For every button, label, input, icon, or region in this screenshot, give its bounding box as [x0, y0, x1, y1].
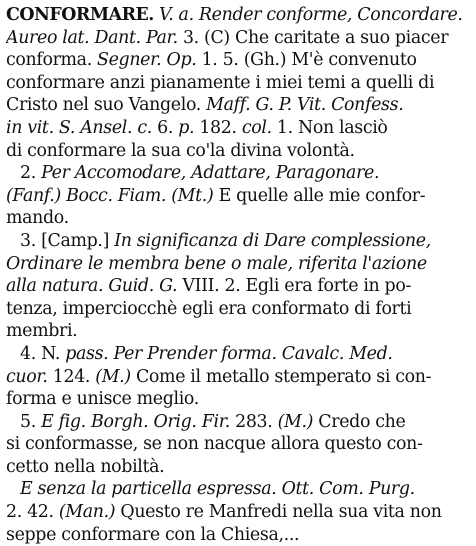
entry-text: di conformare la sua co'la divina volontà. — [6, 140, 355, 161]
dictionary-entry — [6, 4, 472, 546]
entry-text: 5. — [20, 411, 42, 432]
entry-text: si conformasse, se non nacque allora questo con- — [6, 434, 423, 455]
entry-text: 4. N. — [20, 343, 66, 364]
entry-text: seppe conformare con la Chiesa,... — [6, 524, 300, 545]
entry-line — [6, 388, 472, 411]
entry-text: Maff. G. P. Vit. Confess. — [206, 95, 404, 116]
entry-line — [6, 433, 472, 456]
entry-text: Segner. Op. — [97, 50, 197, 71]
entry-line — [6, 253, 472, 276]
entry-line — [6, 501, 472, 524]
entry-line — [6, 230, 472, 253]
entry-text: 3. [Camp.] — [20, 230, 115, 251]
entry-text: 182. — [194, 117, 242, 138]
entry-text: Questo re Manfredi nella sua vita non — [115, 502, 442, 523]
entry-line — [6, 524, 472, 546]
entry-text: 6. — [151, 117, 179, 138]
entry-text: 3. (C) Che caritate a suo piacer — [182, 27, 449, 48]
entry-text: 2. 42. — [6, 502, 59, 523]
entry-text: 283. — [229, 411, 278, 432]
entry-text: 124. — [47, 366, 96, 387]
entry-line — [6, 343, 472, 366]
entry-line — [6, 185, 472, 208]
entry-line — [6, 117, 472, 140]
entry-text: Come il metallo stemperato si con- — [130, 366, 432, 387]
entry-text: p. — [178, 117, 195, 138]
entry-text: forma e unisce meglio. — [6, 389, 199, 410]
entry-text: mando. — [6, 208, 69, 229]
entry-line — [6, 298, 472, 321]
entry-text: E fig. Borgh. Orig. Fir. — [41, 411, 230, 432]
entry-text: V. a. Render conforme, Concordare. — [153, 5, 463, 25]
entry-text: (M.) — [95, 366, 131, 387]
entry-text: cuor. — [6, 366, 48, 387]
entry-text: (Man.) — [58, 502, 116, 523]
entry-line — [6, 94, 472, 117]
entry-text: Per Accomodare, Adattare, Paragonare. — [41, 163, 380, 184]
entry-text: cetto nella nobiltà. — [6, 456, 165, 477]
entry-line — [6, 478, 472, 501]
entry-line — [6, 411, 472, 434]
entry-line — [6, 49, 472, 72]
entry-text: alla natura. Guid. G. — [6, 276, 178, 297]
entry-text: membri. — [6, 321, 78, 342]
entry-text: (M.) — [277, 411, 314, 432]
entry-line — [6, 4, 472, 27]
entry-text: Bocc. Fiam. (Mt.) — [66, 185, 214, 206]
entry-line — [6, 275, 472, 298]
headword: CONFORMARE. — [6, 5, 154, 25]
entry-text: In significanza di Dare complessione, — [114, 230, 431, 251]
entry-text: pass. Per Prender forma. Cavalc. Med. — [65, 343, 393, 364]
entry-line — [6, 320, 472, 343]
entry-line — [6, 366, 472, 389]
entry-text: VIII. 2. Egli era forte in po- — [177, 276, 411, 297]
entry-line — [6, 207, 472, 230]
entry-text: tenza, imperciocchè egli era conformato di forti — [6, 298, 412, 319]
entry-text: conformare anzi pianamente i miei temi a quelli di — [6, 72, 435, 93]
entry-text: Aureo lat. Dant. Par. — [6, 27, 183, 48]
entry-line — [6, 140, 472, 163]
entry-text: 1. 5. (Gh.) M'è convenuto — [196, 50, 417, 71]
entry-text: 1. Non lasciò — [271, 117, 388, 138]
entry-text: E quelle alle mie confor- — [213, 185, 426, 206]
entry-line — [6, 72, 472, 95]
entry-text: Credo che — [313, 411, 406, 432]
entry-line — [6, 162, 472, 185]
entry-text: E senza la particella espressa. Ott. Com. Purg. — [20, 479, 415, 500]
entry-text: col. — [241, 117, 272, 138]
entry-text: (Fanf.) — [6, 185, 67, 206]
entry-text: 2. — [20, 163, 42, 184]
entry-text: Ordinare le membra bene o male, riferita l'azione — [6, 253, 427, 274]
entry-line — [6, 456, 472, 479]
entry-line — [6, 27, 472, 50]
entry-text: conforma. — [6, 50, 98, 71]
entry-text: in vit. S. Ansel. c. — [6, 117, 152, 138]
entry-text: Cristo nel suo Vangelo. — [6, 95, 207, 116]
